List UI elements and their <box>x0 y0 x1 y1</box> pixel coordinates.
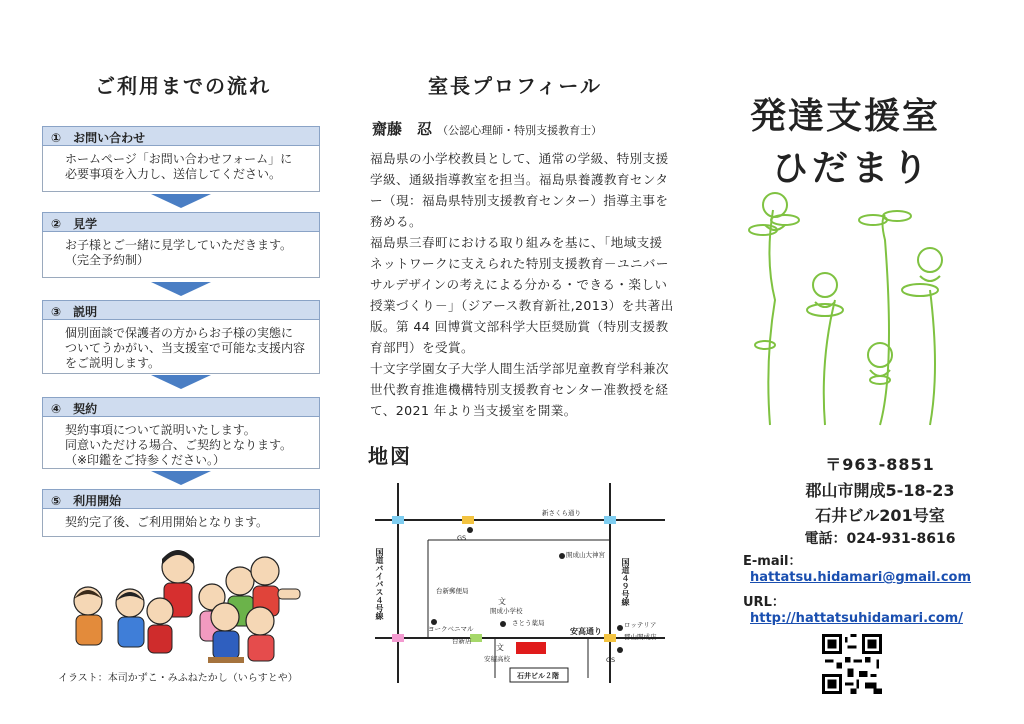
signal-marker <box>392 516 404 524</box>
email-link[interactable]: hattatsu.hidamari@gmail.com <box>750 570 972 585</box>
address-line2: 石井ビル201号室 <box>815 506 945 525</box>
email-label: E-mail： <box>743 554 802 569</box>
map-label-anse-hs: 安積高校 <box>484 655 510 663</box>
map-title: 地図 <box>368 444 412 468</box>
qr-code[interactable] <box>822 634 882 694</box>
map-label-kaisei-school: 開成小学校 <box>490 607 523 615</box>
flow-title: ご利用までの流れ <box>95 74 271 98</box>
map-label-bun1: 文 <box>498 597 506 606</box>
profile-paragraph: 十文字学園女子大学人間生活学部児童教育学科兼次世代教育推進機構特別支援教育センター准教授を経て、2021 年より当支援室を開業。 <box>370 361 669 418</box>
child-figure <box>147 598 173 653</box>
map-label-shin-sakura: 新さくら通り <box>542 509 581 517</box>
step-5-body: 契約完了後、ご利用開始となります。 <box>42 509 320 537</box>
signal-marker <box>462 516 474 524</box>
step-2-body: お子様とご一緒に見学していただきます。 （完全予約制） <box>42 232 320 278</box>
illustration-credit: イラスト：本司かずこ・みふねたかし（いらすとや） <box>58 673 298 684</box>
profile-title: 室長プロフィール <box>428 74 602 98</box>
step-3-head: ③ 説明 <box>42 300 320 320</box>
step-2-head: ② 見学 <box>42 212 320 232</box>
step-arrow-2 <box>151 282 211 296</box>
profile-text <box>370 148 675 421</box>
profile-paragraph: 福島県の小学校教員として、通常の学級、特別支援学級、通級指導教室を担当。福島県養護教育センター（現：福島県特別支援教育センター）指導主事を務める。 <box>370 151 669 229</box>
signal-marker <box>604 516 616 524</box>
children-illustration <box>60 545 310 665</box>
profile-qualifications: （公認心理師・特別支援教育士） <box>437 124 603 137</box>
profile-name: 齋藤 忍 <box>372 120 433 138</box>
step-arrow-1 <box>151 194 211 208</box>
step-5-head: ⑤ 利用開始 <box>42 489 320 509</box>
step-4-body: 契約事項について説明いたします。 同意いただける場合、ご契約となります。 （※印鑑をご持参ください。） <box>42 417 320 469</box>
profile-name-line <box>372 118 602 139</box>
map-label-koriyama-kaisei: 郡山開成店 <box>624 633 657 641</box>
map-label-lotteria: ロッテリア <box>624 621 657 629</box>
step-1-head: ① お問い合わせ <box>42 126 320 146</box>
map-label-route4: 国道４９号線 <box>621 558 630 606</box>
map-label-gs2: GS <box>606 656 616 664</box>
child-figure <box>246 607 274 661</box>
step-4-head: ④ 契約 <box>42 397 320 417</box>
map-label-sato: さとう薬局 <box>512 619 545 627</box>
map-label-bypass: 国道バイパス４号線 <box>375 548 384 620</box>
step-1-body: ホームページ「お問い合わせフォーム」に 必要事項を入力し、送信してください。 <box>42 146 320 192</box>
map-label-gs1: GS <box>457 534 467 542</box>
sprouts-illustration <box>745 190 955 430</box>
child-figure <box>116 589 144 647</box>
map-label-york: ヨークベニマル <box>428 625 474 633</box>
building-marker <box>516 642 546 654</box>
org-name-line2: ひだまり <box>772 148 933 189</box>
phone: 電話：024-931-8616 <box>804 531 956 547</box>
signal-marker <box>392 634 404 642</box>
map-label-kaisei-shrine: 開成山大神宮 <box>566 551 605 559</box>
step-3-body: 個別面談で保護者の方からお子様の実態に ついてうかがい、当支援室で可能な支援内容 をご説明します。 <box>42 320 320 374</box>
signal-marker <box>604 634 616 642</box>
profile-paragraph: 福島県三春町における取り組みを基に、「地域支援ネットワークに支えられた特別支援教育－ユニバーサルデザインの考えによる分かる・できる・楽しい授業づくり－」（ジアース教育新社,2013）を共著出版。第 44 回博賞文部科学大臣奨励賞（特別支援教育部門）を受賞。 <box>370 235 674 355</box>
access-map <box>370 478 670 688</box>
url-label: URL： <box>743 595 785 610</box>
map-label-building: 石井ビル２階 <box>517 672 559 680</box>
org-name-line1: 発達支援室 <box>750 96 941 137</box>
url-link[interactable]: http://hattatsuhidamari.com/ <box>750 611 963 626</box>
child-figure <box>74 587 102 645</box>
map-label-dai-shinsai: 台新郵便局 <box>436 587 469 595</box>
map-label-daishin: 台新店 <box>452 637 472 645</box>
address-line1: 郡山市開成5-18-23 <box>805 481 955 500</box>
map-label-yasubo: 安高通り <box>570 627 602 636</box>
postal-code: 〒963-8851 <box>825 455 935 474</box>
step-arrow-4 <box>151 471 211 485</box>
step-arrow-3 <box>151 375 211 389</box>
map-label-bun2: 文 <box>496 643 504 652</box>
